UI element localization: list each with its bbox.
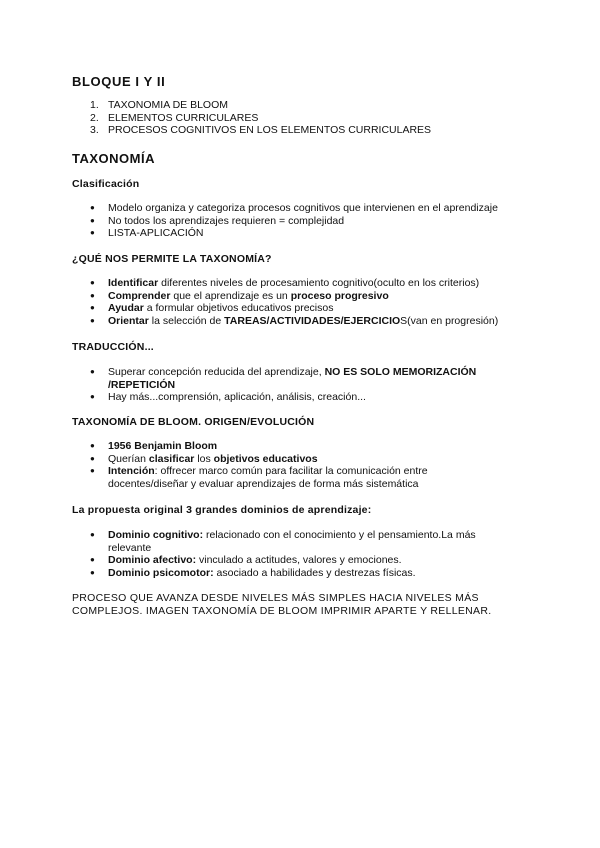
permite-list [72,277,540,327]
index-item: 1. TAXONOMIA DE BLOOM [90,99,228,111]
origen-list-block [72,440,482,490]
dominios-heading-block [72,504,540,516]
permite-list-block [72,277,540,327]
list-item: ● Orientar la selección de TAREAS/ACTIVIDADES/EJERCICIOS(van en progresión) [72,315,540,328]
traduccion-list [72,366,505,404]
list-item: ● 1956 Benjamin Bloom [72,440,482,453]
list-item: ● Identificar diferentes niveles de procesamiento cognitivo(oculto en los criterios) [72,277,540,290]
list-item: ● Dominio afectivo: vinculado a actitudes, valores y emociones. [72,554,512,567]
list-item: ● Dominio cognitivo: relacionado con el conocimiento y el pensamiento.La más relevante [72,529,512,554]
list-item: ● Ayudar a formular objetivos educativos precisos [72,302,540,315]
section-heading-taxonomia: TAXONOMÍA [72,151,155,166]
list-item: ● Dominio psicomotor: asociado a habilidades y destrezas físicas. [72,567,512,580]
index-item: 2. ELEMENTOS CURRICULARES [90,111,259,124]
list-item: ● No todos los aprendizajes requieren = complejidad [72,215,540,228]
subheading-traduccion: TRADUCCIÓN... [72,341,154,353]
origen-heading-block [72,416,540,428]
index-list-block [72,99,540,137]
list-item: ● Superar concepción reducida del aprendizaje, NO ES SOLO MEMORIZACIÓN /REPETICIÓN [72,366,505,391]
clasificacion-list-block [72,202,540,240]
list-item: ● Querían clasificar los objetivos educativos [72,453,482,466]
list-item: ● Modelo organiza y categoriza procesos cognitivos que intervienen en el aprendizaje [72,202,540,215]
subheading-origen: TAXONOMÍA DE BLOOM. ORIGEN/EVOLUCIÓN [72,416,315,428]
origen-list [72,440,482,490]
page-title-block [72,74,540,89]
taxonomia-heading-block [72,151,540,166]
closing-block [72,592,512,617]
clasificacion-heading-block [72,178,540,190]
subheading-dominios: La propuesta original 3 grandes dominios de aprendizaje: [72,504,372,516]
index-item: 3. PROCESOS COGNITIVOS EN LOS ELEMENTOS CURRICULARES [90,124,432,137]
list-item: ● Comprender que el aprendizaje es un proceso progresivo [72,290,540,303]
list-item: ● Hay más...comprensión, aplicación, análisis, creación... [72,391,505,404]
permite-heading-block [72,253,540,265]
subheading-clasificacion: Clasificación [72,178,140,190]
dominios-list [72,529,512,579]
traduccion-heading-block [72,341,540,353]
index-list [72,99,540,137]
traduccion-list-block [72,366,505,404]
list-item: ● LISTA-APLICACIÓN [72,227,540,240]
subheading-permite: ¿QUÉ NOS PERMITE LA TAXONOMÍA? [72,253,272,265]
clasificacion-list [72,202,540,240]
list-item: ● Intención: offrecer marco común para facilitar la comunicación entre docentes/diseñar y evaluar aprendizajes de forma más sistemática [72,465,482,490]
closing-paragraph: PROCESO QUE AVANZA DESDE NIVELES MÁS SIMPLES HACIA NIVELES MÁS COMPLEJOS. IMAGEN TAXONOMÍA DE BLOOM IMPRIMIR APARTE Y RELLENAR. [72,592,492,617]
page-title: BLOQUE I Y II [72,74,166,89]
dominios-list-block [72,529,512,579]
